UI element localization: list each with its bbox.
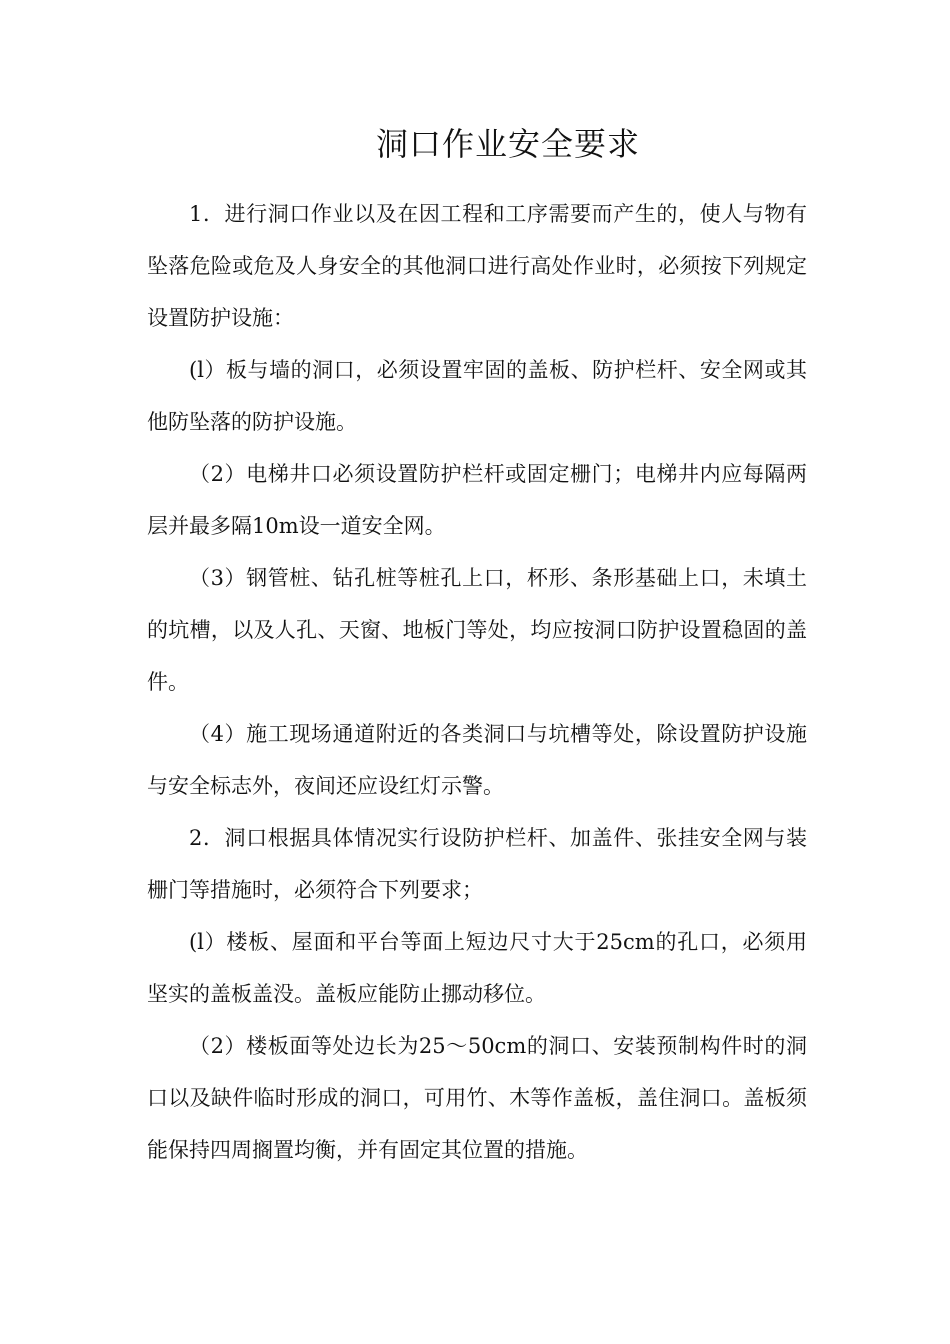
paragraph-1: 1．进行洞口作业以及在因工程和工序需要而产生的，使人与物有坠落危险或危及人身安全的其他洞口进行高处作业时，必须按下列规定设置防护设施： — [147, 202, 807, 330]
document-title: 洞口作业安全要求 — [375, 125, 640, 163]
paragraph-1-1: (l）板与墙的洞口，必须设置牢固的盖板、防护栏杆、安全网或其他防坠落的防护设施。 — [147, 358, 807, 434]
paragraph-2-2: （2）楼板面等处边长为25～50cm的洞口、安装预制构件时的洞口以及缺件临时形成的洞口，可用竹、木等作盖板，盖住洞口。盖板须能保持四周搁置均衡，并有固定其位置的措施。 — [147, 1034, 807, 1162]
paragraph-1-3: （3）钢管桩、钻孔桩等桩孔上口，杯形、条形基础上口，未填土的坑槽，以及人孔、天窗、地板门等处，均应按洞口防护设置稳固的盖件。 — [147, 566, 807, 694]
paragraph-1-2: （2）电梯井口必须设置防护栏杆或固定栅门；电梯井内应每隔两层并最多隔10m设一道安全网。 — [147, 462, 807, 538]
document-body — [147, 188, 807, 1176]
paragraph-2: 2．洞口根据具体情况实行设防护栏杆、加盖件、张挂安全网与装栅门等措施时，必须符合下列要求； — [147, 826, 807, 902]
paragraph-2-1: (l）楼板、屋面和平台等面上短边尺寸大于25cm的孔口，必须用坚实的盖板盖没。盖板应能防止挪动移位。 — [147, 930, 807, 1006]
paragraph-1-4: （4）施工现场通道附近的各类洞口与坑槽等处，除设置防护设施与安全标志外，夜间还应设红灯示警。 — [147, 722, 807, 798]
